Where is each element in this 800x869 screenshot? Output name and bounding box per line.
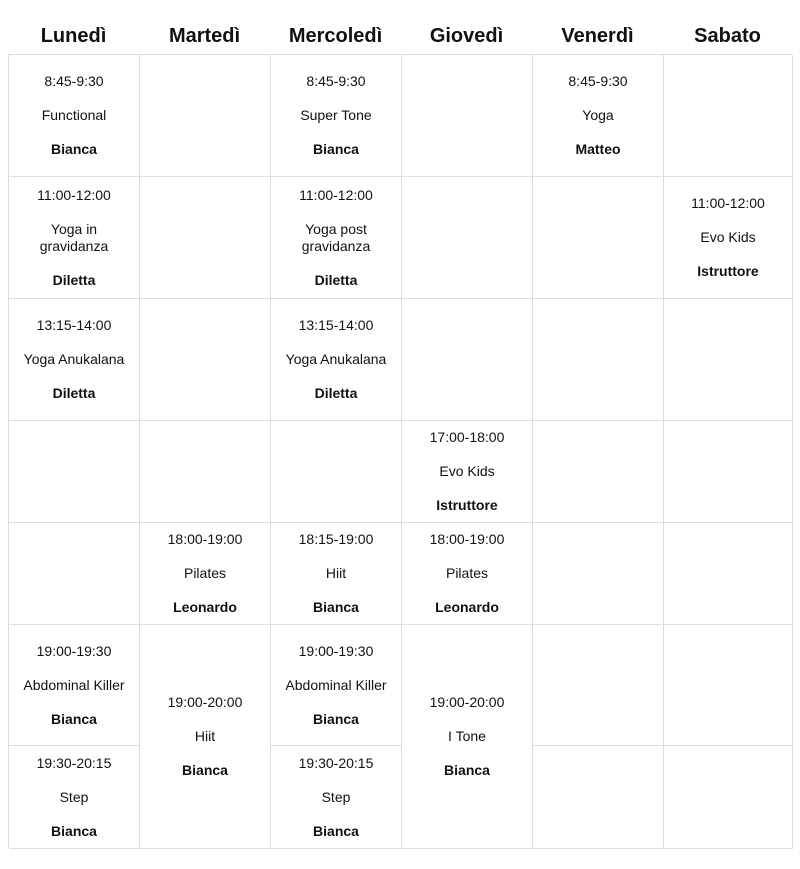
session-cell [402, 523, 533, 625]
session-trainer: Bianca [51, 141, 97, 157]
session-time: 19:00-19:30 [298, 642, 374, 659]
day-header-thursday: Giovedì [429, 25, 504, 47]
session-cell [271, 177, 402, 299]
empty-cell [140, 299, 271, 421]
session-time: 19:30-20:15 [36, 754, 112, 771]
empty-cell [140, 177, 271, 299]
empty-cell [271, 421, 402, 523]
day-header-friday: Venerdì [561, 25, 634, 47]
session-cell [9, 299, 140, 421]
day-header-monday: Lunedì [40, 25, 107, 47]
session-class: Yoga Anukalana [285, 351, 387, 367]
empty-cell [533, 177, 664, 299]
empty-cell [664, 625, 793, 746]
session-class: Yoga Anukalana [23, 351, 125, 367]
session-time: 11:00-12:00 [299, 186, 373, 203]
session-time: 19:00-19:30 [36, 642, 112, 659]
session-time: 18:00-19:00 [167, 531, 243, 547]
session-trainer: Diletta [52, 385, 96, 401]
session-trainer: Leonardo [173, 599, 237, 615]
day-header-saturday: Sabato [694, 25, 761, 47]
empty-cell [664, 746, 793, 849]
session-cell [140, 523, 271, 625]
session-class: Hiit [325, 565, 347, 581]
session-trainer: Istruttore [697, 263, 759, 279]
session-trainer: Diletta [314, 385, 358, 401]
session-cell [271, 55, 402, 177]
empty-cell [533, 523, 664, 625]
session-cell [402, 421, 533, 523]
session-class: I Tone [448, 728, 486, 744]
session-trainer: Bianca [313, 822, 359, 839]
empty-cell [533, 746, 664, 849]
session-trainer: Leonardo [435, 599, 499, 615]
session-class: Yoga [582, 107, 614, 123]
session-cell [271, 523, 402, 625]
empty-cell [9, 421, 140, 523]
empty-cell [664, 299, 793, 421]
empty-cell [402, 55, 533, 177]
session-time: 17:00-18:00 [429, 429, 505, 445]
session-time: 8:45-9:30 [306, 73, 366, 89]
session-class: Super Tone [300, 107, 372, 123]
empty-cell [140, 421, 271, 523]
session-cell [9, 177, 140, 299]
session-time: 11:00-12:00 [691, 195, 765, 211]
session-time: 11:00-12:00 [37, 186, 111, 203]
empty-cell [140, 55, 271, 177]
session-class: Step [321, 788, 351, 805]
empty-cell [533, 421, 664, 523]
schedule-grid [8, 54, 792, 848]
session-trainer: Bianca [51, 822, 97, 839]
empty-cell [533, 625, 664, 746]
session-cell [271, 746, 402, 849]
session-time: 19:00-20:00 [167, 694, 243, 710]
empty-cell [664, 523, 793, 625]
session-cell [271, 299, 402, 421]
session-class: Abdominal Killer [23, 676, 125, 693]
day-header-wednesday: Mercoledì [288, 25, 383, 47]
session-class: Functional [41, 107, 107, 123]
session-cell [9, 746, 140, 849]
session-trainer: Bianca [313, 141, 359, 157]
session-class: Pilates [445, 565, 489, 581]
empty-cell [664, 421, 793, 523]
schedule-header [8, 22, 792, 50]
empty-cell [533, 299, 664, 421]
session-cell [9, 625, 140, 746]
session-cell [271, 625, 402, 746]
session-class: Step [59, 788, 89, 805]
empty-cell [664, 55, 793, 177]
session-trainer: Bianca [51, 710, 97, 727]
session-cell [664, 177, 793, 299]
session-time: 19:30-20:15 [298, 754, 374, 771]
session-cell [9, 55, 140, 177]
session-time: 13:15-14:00 [298, 317, 374, 333]
session-trainer: Istruttore [436, 497, 498, 513]
day-header-tuesday: Martedì [168, 25, 241, 47]
session-trainer: Diletta [314, 271, 358, 288]
empty-cell [402, 177, 533, 299]
session-class: Evo Kids [439, 463, 495, 479]
session-time: 18:00-19:00 [429, 531, 505, 547]
session-time: 8:45-9:30 [44, 73, 104, 89]
empty-cell [402, 299, 533, 421]
session-cell [140, 625, 271, 849]
session-class: Hiit [194, 728, 216, 744]
session-time: 19:00-20:00 [429, 694, 505, 710]
session-time: 18:15-19:00 [298, 531, 374, 547]
session-trainer: Diletta [52, 271, 96, 288]
session-trainer: Bianca [313, 599, 359, 615]
session-time: 13:15-14:00 [36, 317, 112, 333]
session-class: Pilates [183, 565, 227, 581]
session-class: Evo Kids [700, 229, 756, 245]
session-class: Yoga in gravidanza [39, 220, 109, 254]
session-cell [402, 625, 533, 849]
session-cell [533, 55, 664, 177]
session-class: Abdominal Killer [285, 676, 387, 693]
session-trainer: Bianca [182, 762, 228, 778]
session-time: 8:45-9:30 [568, 73, 628, 89]
session-trainer: Matteo [575, 141, 621, 157]
session-class: Yoga post gravidanza [301, 220, 371, 254]
session-trainer: Bianca [313, 710, 359, 727]
session-trainer: Bianca [444, 762, 490, 778]
empty-cell [9, 523, 140, 625]
